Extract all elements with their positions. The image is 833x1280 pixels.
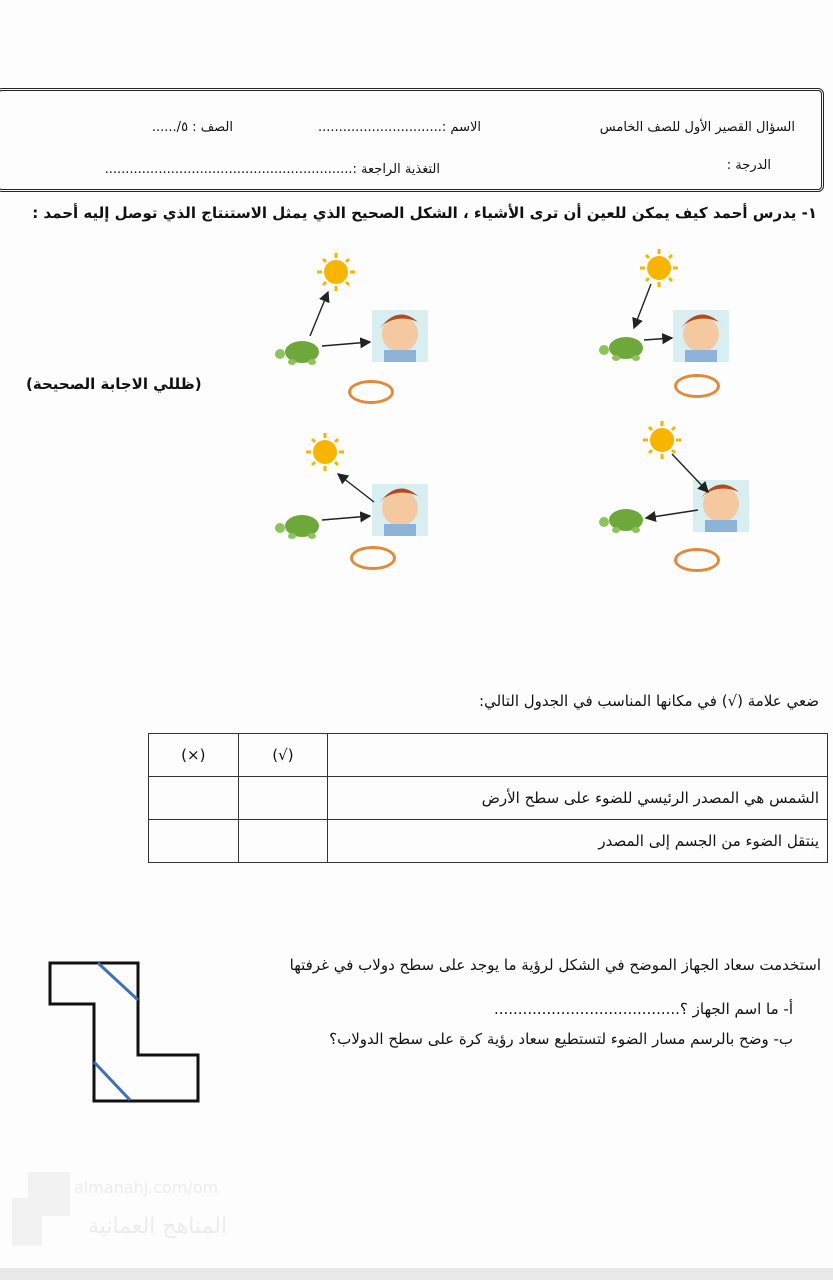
option-4-answer-oval[interactable]	[350, 546, 396, 570]
top-mirror	[98, 963, 138, 1000]
shade-instruction: (ظللي الاجابة الصحيحة)	[26, 375, 202, 393]
true-false-table	[148, 733, 828, 863]
turtle-icon	[275, 515, 319, 539]
grade-field[interactable]: الدرجة :	[726, 158, 771, 173]
option-2-answer-oval[interactable]	[348, 380, 394, 404]
sun-icon	[643, 421, 681, 459]
table-header-row	[149, 734, 828, 777]
sun-icon	[640, 249, 678, 287]
table-row	[149, 820, 828, 863]
boy-icon	[693, 480, 749, 532]
table-instruction: ضعي علامة (√) في مكانها المناسب في الجدول التالي:	[479, 692, 819, 710]
column-header-wrong: (×)	[149, 734, 239, 777]
option-1-answer-oval[interactable]	[674, 374, 720, 398]
periscope-figure	[46, 960, 206, 1110]
option-3	[596, 420, 756, 575]
boy-icon	[372, 310, 428, 362]
option-3-figure	[596, 420, 756, 575]
wrong-mark-cell[interactable]	[149, 777, 239, 820]
turtle-icon	[599, 509, 643, 533]
option-3-answer-oval[interactable]	[674, 548, 720, 572]
wrong-mark-cell[interactable]	[149, 820, 239, 863]
question-3-part-a[interactable]: أ- ما اسم الجهاز ؟.......................................	[493, 1000, 793, 1018]
option-2	[270, 250, 430, 405]
question-1-text: ١- يدرس أحمد كيف يمكن للعين أن ترى الأشياء ، الشكل الصحيح الذي يمثل الاستنتاج الذي توصل إليه أحمد :	[32, 204, 817, 222]
correct-mark-cell[interactable]	[238, 777, 328, 820]
column-header-statement	[328, 734, 828, 777]
feedback-field[interactable]: التغذية الراجعة :............................................................	[104, 162, 440, 177]
statement-cell: الشمس هي المصدر الرئيسي للضوء على سطح الأرض	[328, 777, 828, 820]
periscope-outline	[50, 963, 198, 1101]
class-field[interactable]: الصف : ٥/......	[151, 120, 233, 135]
turtle-icon	[275, 341, 319, 365]
watermark-name: المناهج العمانية	[88, 1214, 228, 1239]
question-3-part-b: ب- وضح بالرسم مسار الضوء لتستطيع سعاد رؤية كرة على سطح الدولاب؟	[329, 1030, 793, 1048]
column-header-correct: (√)	[238, 734, 328, 777]
statement-cell: ينتقل الضوء من الجسم إلى المصدر	[328, 820, 828, 863]
bottom-strip	[0, 1268, 833, 1280]
option-4-figure	[270, 420, 430, 575]
name-field[interactable]: الاسم :..............................	[317, 120, 481, 135]
option-4	[270, 420, 430, 575]
watermark-logo-icon	[12, 1172, 70, 1246]
bottom-mirror	[94, 1062, 130, 1100]
table-row	[149, 777, 828, 820]
worksheet-title: السؤال القصير الأول للصف الخامس	[599, 120, 795, 135]
option-2-figure	[270, 250, 430, 405]
correct-mark-cell[interactable]	[238, 820, 328, 863]
turtle-icon	[599, 337, 643, 361]
boy-icon	[372, 484, 428, 536]
sun-icon	[306, 433, 344, 471]
question-3-text: استخدمت سعاد الجهاز الموضح في الشكل لرؤية ما يوجد على سطح دولاب في غرفتها	[289, 956, 821, 974]
watermark-url: almanahj.com/om	[74, 1178, 219, 1197]
boy-icon	[673, 310, 729, 362]
sun-icon	[317, 253, 355, 291]
